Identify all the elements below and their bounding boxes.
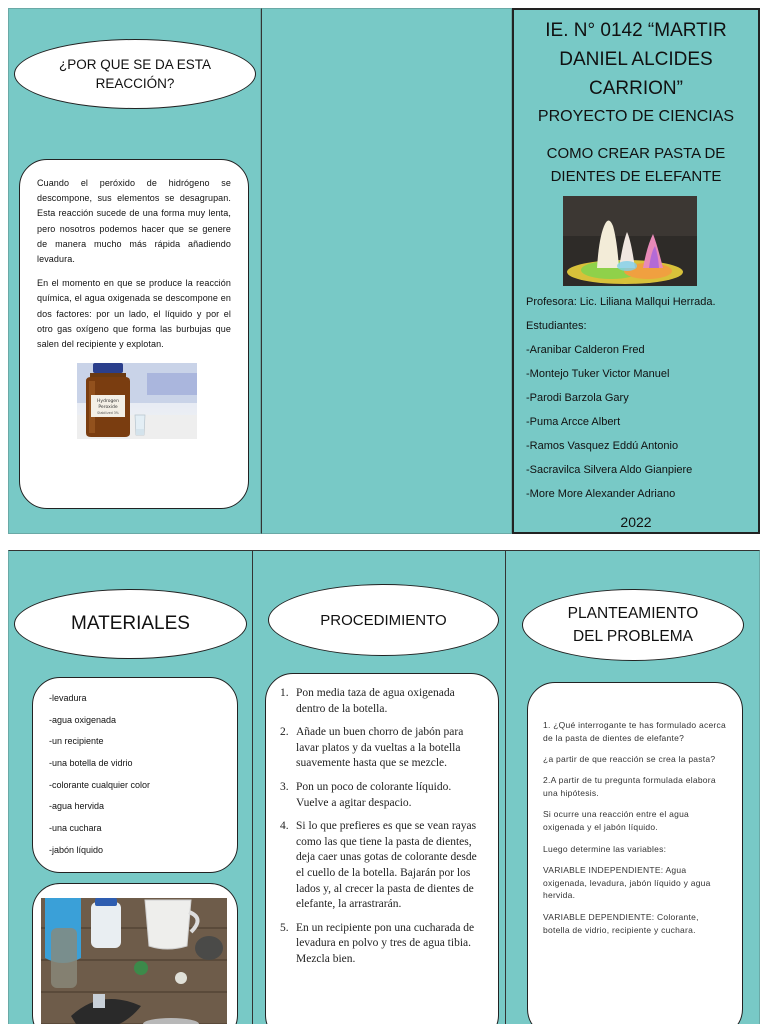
student-name: -Puma Arcce Albert — [526, 416, 621, 428]
step-text: Pon media taza de agua oxigenada dentro de la botella. — [296, 687, 455, 715]
reaction-heading-oval — [14, 39, 256, 109]
panel-problem — [506, 550, 760, 1024]
school-name: IE. N° 0142 “MARTIR DANIEL ALCIDES CARRION” — [545, 20, 727, 99]
procedure-steps — [280, 686, 480, 968]
student-name: -Ramos Vasquez Eddú Antonio — [526, 440, 679, 452]
step-number: 1. — [280, 687, 289, 699]
material-item: -colorante cualquier color — [49, 779, 151, 790]
material-item: -agua hervida — [49, 801, 105, 812]
step-text: Pon un poco de colorante líquido. Vuelve a agitar despacio. — [296, 780, 452, 809]
bottle-label-line: Peroxide — [98, 405, 118, 410]
problem-heading: PLANTEAMIENTO DEL PROBLEMA — [567, 605, 699, 645]
materials-photo — [41, 898, 227, 1024]
panel-materials — [8, 550, 253, 1024]
material-item: -un recipiente — [49, 736, 104, 747]
materials-heading-oval — [14, 589, 247, 659]
problem-paragraph: Si ocurre una reacción entre el agua oxigenada y el jabón líquido. — [543, 809, 690, 833]
procedure-step — [280, 921, 480, 968]
problem-paragraph: VARIABLE INDEPENDIENTE: Agua oxigenada, levadura, jabón líquido y agua hervida. — [543, 864, 711, 901]
problem-paragraph: Luego determine las variables: — [543, 843, 667, 854]
step-text: Añade un buen chorro de jabón para lavar platos y da vueltas a la botella suavemente hasta que se mezcle. — [296, 726, 464, 770]
step-number: 3. — [280, 780, 289, 793]
credits — [526, 294, 756, 510]
materials-heading: MATERIALES — [71, 613, 190, 634]
materials-list-card — [32, 677, 238, 873]
procedure-steps-card — [265, 673, 499, 1024]
reaction-paragraph: En el momento en que se produce la reacción química, el agua oxigenada se descompone en dos factores: por un lado, el líquido y por el otro gas oxígeno que forma las burbujas que salen del recipiente y explotan. — [37, 278, 231, 350]
material-item: -levadura — [49, 693, 87, 703]
procedure-step — [280, 686, 480, 717]
teacher-name: Profesora: Lic. Liliana Mallqui Herrada. — [526, 296, 716, 308]
step-number: 5. — [280, 921, 289, 934]
bottle-label-line: Stabilized 3% — [97, 411, 119, 415]
students-label: Estudiantes: — [526, 320, 587, 332]
reaction-paragraph: Cuando el peróxido de hidrógeno se descompone, sus elementos se desagrupan. Esta reacción sucede de una forma muy lenta, pero nosotros podemos hacer que se genere de manera mucho más rápida añadiendo levadura. — [37, 178, 231, 265]
project-title: PROYECTO DE CIENCIAS — [537, 108, 735, 125]
problem-paragraph: VARIABLE DEPENDIENTE: Colorante, botella de vidrio, recipiente y cuchara. — [543, 911, 699, 935]
step-text: Si lo que prefieres es que se vean rayas como las que tiene la pasta de dientes, deja caer unas gotas de colorante desde el cuello de la botella. Bajarán por los lados y, al crecer la pasta de dientes de elefante, la arrastrarán. — [296, 820, 477, 911]
bottle-label-line: Hydrogen — [97, 399, 119, 404]
step-text: En un recipiente pon una cucharada de levadura en polvo y tres de agua tibia. Mezcla bien. — [296, 921, 475, 965]
student-name: -More More Alexander Adriano — [526, 488, 676, 500]
reaction-text-card — [19, 159, 249, 509]
problem-paragraph: 2.A partir de tu pregunta formulada elabora una hipótesis. — [543, 775, 716, 799]
panel-blank — [261, 8, 512, 534]
project-subtitle: COMO CREAR PASTA DE DIENTES DE ELEFANTE — [546, 145, 726, 185]
procedure-step — [280, 780, 480, 811]
panel-cover — [512, 8, 760, 534]
panel-reaction — [8, 8, 261, 534]
procedure-heading: PROCEDIMIENTO — [320, 611, 447, 629]
problem-text-card — [527, 682, 743, 1024]
reaction-heading: ¿POR QUE SE DA ESTA REACCIÓN? — [58, 57, 212, 91]
material-item: -una cuchara — [49, 823, 102, 834]
materials-image-card — [32, 883, 238, 1024]
student-name: -Parodi Barzola Gary — [526, 392, 629, 404]
procedure-heading-oval — [268, 584, 499, 656]
elephant-toothpaste-image — [563, 196, 697, 286]
problem-heading-oval — [522, 589, 744, 661]
material-item: -jabón líquido — [49, 844, 104, 855]
student-name: -Sacravilca Silvera Aldo Gianpiere — [526, 464, 693, 476]
student-name: -Aranibar Calderon Fred — [526, 344, 645, 356]
procedure-step — [280, 725, 480, 772]
year: 2022 — [620, 514, 652, 530]
material-item: -una botella de vidrio — [49, 758, 133, 769]
panel-procedure — [253, 550, 506, 1024]
step-number: 4. — [280, 820, 289, 833]
problem-paragraph: 1. ¿Qué interrogante te has formulado acerca de la pasta de dientes de elefante? — [543, 720, 726, 743]
student-name: -Montejo Tuker Victor Manuel — [526, 368, 670, 380]
material-item: -agua oxigenada — [49, 714, 117, 725]
procedure-step — [280, 819, 480, 913]
step-number: 2. — [280, 726, 289, 739]
problem-paragraph: ¿a partir de que reacción se crea la pasta? — [543, 754, 716, 765]
peroxide-bottle-image — [77, 363, 197, 439]
